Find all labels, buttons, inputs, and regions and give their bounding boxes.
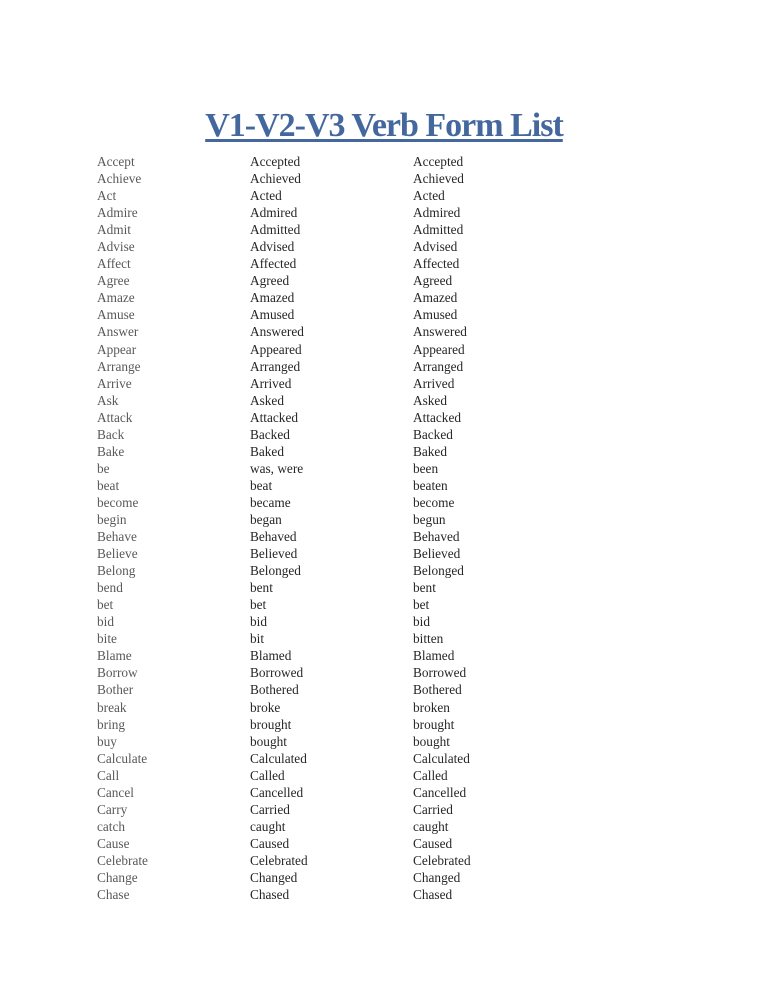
v1-cell: begin (97, 511, 127, 527)
v2-cell: Changed (250, 869, 298, 885)
v1-cell: bring (97, 716, 126, 732)
v2-cell: Appeared (250, 341, 302, 357)
v3-cell: Baked (413, 443, 447, 459)
table-row (97, 681, 671, 698)
table-row (97, 494, 671, 511)
v1-cell: Celebrate (97, 852, 148, 868)
v1-cell: Change (97, 869, 138, 885)
table-row (97, 426, 671, 443)
v1-cell: bend (97, 580, 123, 596)
table-row (97, 545, 671, 562)
v2-cell: Admitted (250, 222, 301, 238)
v2-cell: began (250, 511, 282, 527)
v3-cell: Belonged (413, 563, 464, 579)
table-row (97, 733, 671, 750)
v3-cell: caught (413, 818, 449, 834)
table-row (97, 409, 671, 426)
table-row (97, 647, 671, 664)
v1-cell: Carry (97, 801, 128, 817)
v1-cell: Advise (97, 239, 135, 255)
v1-cell: Belong (97, 563, 136, 579)
v3-cell: Blamed (413, 648, 455, 664)
v1-cell: Agree (97, 273, 130, 289)
v1-cell: Ask (97, 392, 119, 408)
table-row (97, 341, 671, 358)
v3-cell: begun (413, 511, 446, 527)
v3-cell: Attacked (413, 409, 461, 425)
v1-cell: Back (97, 426, 125, 442)
v2-cell: Amused (250, 307, 295, 323)
v2-cell: Blamed (250, 648, 292, 664)
v2-cell: Advised (250, 239, 295, 255)
table-row (97, 750, 671, 767)
v2-cell: bid (250, 614, 267, 630)
v3-cell: Bothered (413, 682, 462, 698)
v3-cell: Calculated (413, 750, 470, 766)
v2-cell: Achieved (250, 171, 301, 187)
v2-cell: bought (250, 733, 287, 749)
table-row (97, 528, 671, 545)
v3-cell: broken (413, 699, 450, 715)
v2-cell: Caused (250, 835, 290, 851)
page-title: V1-V2-V3 Verb Form List (205, 107, 563, 144)
v2-cell: brought (250, 716, 292, 732)
v3-cell: Called (413, 767, 448, 783)
v3-cell: Advised (413, 239, 458, 255)
table-row (97, 460, 671, 477)
v1-cell: Borrow (97, 665, 138, 681)
v2-cell: bit (250, 631, 265, 647)
v2-cell: Arrived (250, 375, 292, 391)
v1-cell: Arrange (97, 358, 141, 374)
table-row (97, 613, 671, 630)
v1-cell: Arrive (97, 375, 132, 391)
v3-cell: Arranged (413, 358, 464, 374)
table-row (97, 443, 671, 460)
v3-cell: Cancelled (413, 784, 467, 800)
v3-cell: Carried (413, 801, 453, 817)
v3-cell: Acted (413, 188, 445, 204)
v2-cell: Carried (250, 801, 290, 817)
v2-cell: was, were (250, 460, 304, 476)
v2-cell: Accepted (250, 154, 301, 169)
table-row (97, 187, 671, 204)
table-row (97, 238, 671, 255)
v2-cell: Cancelled (250, 784, 304, 800)
v3-cell: been (413, 460, 439, 476)
v1-cell: buy (97, 733, 117, 749)
v1-cell: Behave (97, 529, 137, 545)
v3-cell: Changed (413, 869, 461, 885)
v2-cell: Believed (250, 546, 298, 562)
table-row (97, 306, 671, 323)
v3-cell: Asked (413, 392, 447, 408)
table-row (97, 272, 671, 289)
v1-cell: Bother (97, 682, 134, 698)
table-row (97, 699, 671, 716)
v2-cell: Behaved (250, 529, 297, 545)
v2-cell: bent (250, 580, 273, 596)
v1-cell: Cause (97, 835, 130, 851)
v3-cell: Affected (413, 256, 460, 272)
v3-cell: bid (413, 614, 430, 630)
table-row (97, 716, 671, 733)
v3-cell: bitten (413, 631, 444, 647)
table-row (97, 511, 671, 528)
v3-cell: Amused (413, 307, 458, 323)
table-row (97, 375, 671, 392)
table-row (97, 323, 671, 340)
v2-cell: Amazed (250, 290, 295, 306)
v2-cell: Attacked (250, 409, 298, 425)
v2-cell: Arranged (250, 358, 301, 374)
v1-cell: Bake (97, 443, 125, 459)
v3-cell: Agreed (413, 273, 453, 289)
table-row (97, 852, 671, 869)
v1-cell: bid (97, 614, 114, 630)
table-row (97, 221, 671, 238)
table-row (97, 801, 671, 818)
v3-cell: beaten (413, 477, 448, 493)
v2-cell: bet (250, 597, 267, 613)
v1-cell: Answer (97, 324, 139, 340)
table-row (97, 579, 671, 596)
v3-cell: brought (413, 716, 455, 732)
v3-cell: Admitted (413, 222, 464, 238)
v1-cell: Chase (97, 887, 130, 903)
v2-cell: Acted (250, 188, 282, 204)
v1-cell: Calculate (97, 750, 148, 766)
v3-cell: Admired (413, 205, 461, 221)
table-row (97, 784, 671, 801)
v1-cell: Appear (97, 341, 137, 357)
v3-cell: Borrowed (413, 665, 467, 681)
table-row (97, 289, 671, 306)
v3-cell: Believed (413, 546, 461, 562)
table-row (97, 596, 671, 613)
v1-cell: bet (97, 597, 114, 613)
table-row (97, 818, 671, 835)
v2-cell: Admired (250, 205, 298, 221)
v2-cell: caught (250, 818, 286, 834)
table-row (97, 869, 671, 886)
v3-cell: Arrived (413, 375, 455, 391)
v2-cell: Calculated (250, 750, 307, 766)
table-row (97, 835, 671, 852)
table-row (97, 392, 671, 409)
table-row (97, 255, 671, 272)
v3-cell: bet (413, 597, 430, 613)
v3-cell: Accepted (413, 154, 464, 169)
v1-cell: Accept (97, 154, 135, 169)
v1-cell: Cancel (97, 784, 134, 800)
v2-cell: beat (250, 477, 273, 493)
v1-cell: Admit (97, 222, 131, 238)
table-row (97, 886, 671, 903)
v3-cell: Answered (413, 324, 467, 340)
v1-cell: Believe (97, 546, 138, 562)
v2-cell: Agreed (250, 273, 290, 289)
v2-cell: Belonged (250, 563, 301, 579)
v2-cell: became (250, 494, 291, 510)
v2-cell: Called (250, 767, 285, 783)
v2-cell: broke (250, 699, 281, 715)
v3-cell: Amazed (413, 290, 458, 306)
v1-cell: Affect (97, 256, 131, 272)
v2-cell: Borrowed (250, 665, 304, 681)
v1-cell: Amuse (97, 307, 135, 323)
verb-form-table (97, 153, 671, 903)
v1-cell: Amaze (97, 290, 135, 306)
v2-cell: Baked (250, 443, 284, 459)
table-row (97, 204, 671, 221)
v3-cell: bent (413, 580, 436, 596)
table-row (97, 562, 671, 579)
v1-cell: Call (97, 767, 120, 783)
v2-cell: Bothered (250, 682, 299, 698)
v3-cell: Chased (413, 887, 453, 903)
table-row (97, 630, 671, 647)
table-row (97, 153, 671, 170)
table-row (97, 767, 671, 784)
v1-cell: Achieve (97, 171, 142, 187)
v1-cell: Act (97, 188, 117, 204)
v3-cell: Appeared (413, 341, 465, 357)
v1-cell: bite (97, 631, 117, 647)
table-row (97, 477, 671, 494)
v1-cell: be (97, 460, 110, 476)
v2-cell: Affected (250, 256, 297, 272)
table-row (97, 170, 671, 187)
v2-cell: Backed (250, 426, 290, 442)
v2-cell: Chased (250, 887, 290, 903)
table-row (97, 664, 671, 681)
v1-cell: become (97, 494, 139, 510)
v3-cell: Caused (413, 835, 453, 851)
v1-cell: Admire (97, 205, 138, 221)
v3-cell: Celebrated (413, 852, 471, 868)
v3-cell: bought (413, 733, 450, 749)
v3-cell: Achieved (413, 171, 464, 187)
v1-cell: beat (97, 477, 120, 493)
v2-cell: Asked (250, 392, 284, 408)
v2-cell: Celebrated (250, 852, 308, 868)
v2-cell: Answered (250, 324, 304, 340)
v1-cell: Blame (97, 648, 132, 664)
v1-cell: Attack (97, 409, 133, 425)
v1-cell: break (97, 699, 127, 715)
v3-cell: Behaved (413, 529, 460, 545)
table-row (97, 358, 671, 375)
v1-cell: catch (97, 818, 126, 834)
v3-cell: become (413, 494, 455, 510)
v3-cell: Backed (413, 426, 453, 442)
